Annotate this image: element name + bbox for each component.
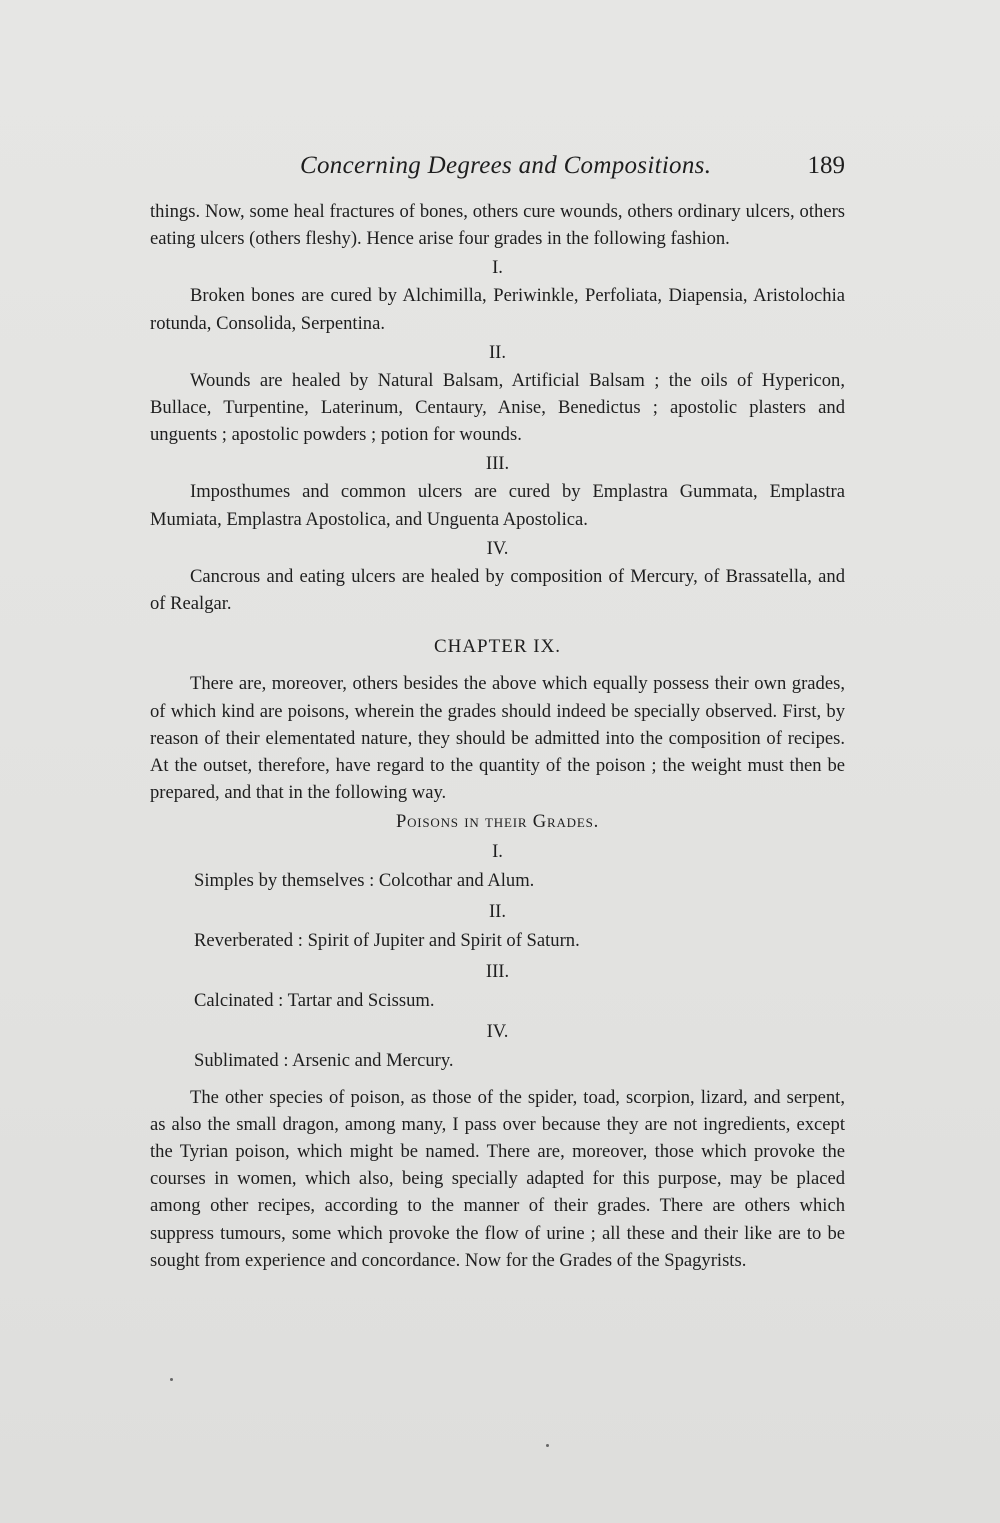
chapter-intro-paragraph: There are, moreover, others besides the above which equally possess their own grades, of which kind are poisons, wherein the grades should indeed be specially observed. First, by reason of their elementated nature, they should be admitted into the composition of recipes. At the outset, therefore, have regard to the quantity of the poison ; the weight must then be prepared, and that in the following way.: [150, 673, 845, 804]
paper-speck: [546, 1444, 549, 1447]
grade-numeral: II.: [488, 341, 507, 363]
grade-numeral: III.: [485, 453, 510, 475]
poison-grade-line: Sublimated : Arsenic and Mercury.: [194, 1049, 454, 1071]
section-intro-paragraph: things. Now, some heal fractures of bones, others cure wounds, others ordinary ulcers, others eating ulcers (others fleshy). Hence arise four grades in the following fashion.: [150, 201, 845, 250]
poison-grade-numeral: IV.: [486, 1020, 509, 1042]
page-number: 189: [807, 152, 845, 179]
closing-paragraph: The other species of poison, as those of the spider, toad, scorpion, lizard, and serpent, as also the small dragon, among many, I pass over because they are not ingredients, except the Tyrian poison, which might be named. There are, moreover, those which provoke the courses in women, which also, being specially adapted for this purpose, may be placed among other recipes, according to the manner of their grades. There are others which suppress tumours, some which provoke the flow of urine ; all these and their like are to be sought from experience and concordance. Now for the Grades of the Spagyrists.: [150, 1086, 845, 1271]
grade-paragraph: Imposthumes and common ulcers are cured by Emplastra Gummata, Emplastra Mumiata, Emplastra Apostolica, and Unguenta Apostolica.: [150, 481, 845, 530]
running-title: Concerning Degrees and Compositions.: [300, 152, 712, 179]
poison-grade-line: Simples by themselves : Colcothar and Alum.: [194, 869, 535, 891]
grade-numeral: I.: [492, 257, 503, 279]
poison-grade-numeral: III.: [485, 960, 510, 982]
grade-numeral: IV.: [486, 537, 509, 559]
paper-speck: [170, 1378, 173, 1381]
page-body: [150, 198, 845, 1274]
poison-grade-numeral: II.: [488, 900, 507, 922]
poison-grade-numeral: I.: [492, 840, 503, 862]
grade-paragraph: Cancrous and eating ulcers are healed by composition of Mercury, of Brassatella, and of Realgar.: [150, 565, 845, 615]
page-header: [150, 152, 850, 192]
poison-grade-line: Reverberated : Spirit of Jupiter and Spirit of Saturn.: [194, 929, 580, 951]
poison-grade-line: Calcinated : Tartar and Scissum.: [194, 989, 435, 1011]
grade-paragraph: Broken bones are cured by Alchimilla, Periwinkle, Perfoliata, Diapensia, Aristolochia rotunda, Consolida, Serpentina.: [150, 285, 845, 334]
chapter-heading: CHAPTER IX.: [433, 636, 562, 658]
grade-paragraph: Wounds are healed by Natural Balsam, Artificial Balsam ; the oils of Hypericon, Bullace, Turpentine, Laterinum, Centaury, Anise, Benedictus ; apostolic plasters and unguents ; apostolic powders ; potion for wounds.: [150, 369, 845, 446]
poisons-subheading: Poisons in their Grades.: [395, 811, 600, 833]
